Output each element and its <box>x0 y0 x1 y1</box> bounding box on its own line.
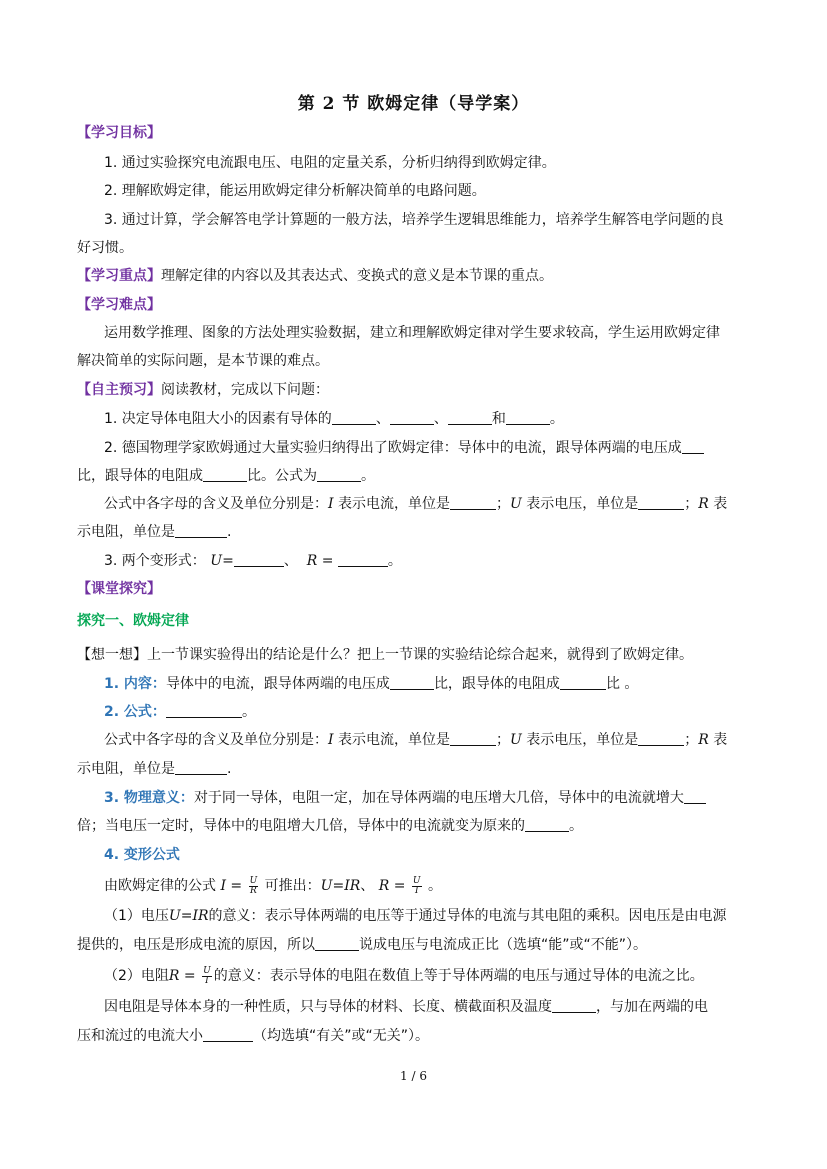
meaning-line2 <box>77 816 583 836</box>
symbol-r: R <box>378 878 390 894</box>
blank[interactable] <box>560 675 606 690</box>
blank[interactable] <box>448 410 492 425</box>
dot: . <box>227 761 232 777</box>
formula-uir: U=IR <box>320 878 361 894</box>
preview-symbols-line1 <box>104 494 727 514</box>
equals: = <box>389 878 410 894</box>
dot: . <box>227 524 232 540</box>
difficulties-line-2: 解决简单的实际问题，是本节课的难点。 <box>77 353 329 369</box>
content-text-c: 比 。 <box>605 676 639 692</box>
separator: 、 <box>433 411 448 427</box>
p2-text-b: 的意义：表示导体的电阻在数值上等于导体两端的电压与通过导体的电流之比。 <box>213 968 704 984</box>
fraction-u-over-r <box>249 877 259 896</box>
equals: = <box>317 553 338 569</box>
blank[interactable] <box>525 817 569 832</box>
separator: 、 <box>360 878 379 894</box>
formula-uir: U=IR <box>168 908 209 924</box>
symbol-i: I <box>328 732 334 748</box>
symbols-intro: 公式中各字母的含义及单位分别是： <box>104 732 328 748</box>
class-symbols-line2 <box>77 759 231 779</box>
symbol-i: I <box>328 496 334 512</box>
objective-item-1: 1. 通过实验探究电流跟电压、电阻的定量关系，分析归纳得到欧姆定律。 <box>104 155 556 171</box>
fraction-denominator: I <box>205 975 209 986</box>
conjunction: 和 <box>491 411 506 427</box>
blank[interactable] <box>175 523 227 538</box>
paragraph-1-line2 <box>77 935 647 955</box>
symbol-u: U <box>509 496 522 512</box>
page-number: 1 / 6 <box>400 1069 427 1083</box>
semicolon: ； <box>495 732 510 748</box>
preview-q2-text-b: 比，跟导体的电阻成 <box>77 468 203 484</box>
key-points-line <box>77 266 553 286</box>
blank[interactable] <box>450 495 496 510</box>
explore-1-title: 探究一、欧姆定律 <box>77 613 189 629</box>
symbol-i-text: 表示电流，单位是 <box>333 496 450 512</box>
blank[interactable] <box>682 439 704 454</box>
paragraph-3-line1 <box>104 997 708 1017</box>
equals: = <box>225 878 247 894</box>
symbol-r: R <box>698 496 709 512</box>
preview-q1-text: 1. 决定导体电阻大小的因素有导体的 <box>104 411 332 427</box>
preview-symbols-line2 <box>77 522 231 542</box>
blank[interactable] <box>234 552 284 567</box>
preview-q2-text: 2. 德国物理学家欧姆通过大量实验归纳得出了欧姆定律：导体中的电流，跟导体两端的电压成 <box>104 440 682 456</box>
blank[interactable] <box>638 731 684 746</box>
preview-header: 【自主预习】 <box>77 382 161 398</box>
p3-text-a: 因电阻是导体本身的一种性质，只与导体的材料、长度、横截面积及温度 <box>104 999 552 1015</box>
difficulties-header: 【学习难点】 <box>77 297 161 313</box>
p1-text-d: 说成电压与电流成正比（选填“能”或“不能”）。 <box>359 937 648 953</box>
semicolon: ； <box>684 732 699 748</box>
fraction-numerator: U <box>203 965 211 976</box>
think-line: 【想一想】上一节课实验得出的结论是什么？把上一节课的实验结论综合起来，就得到了欧姆定律。 <box>77 647 693 663</box>
symbol-i: I <box>220 878 226 894</box>
p3-text-b: ，与加在两端的电 <box>596 999 708 1015</box>
meaning-text-a: 对于同一导体，电阻一定，加在导体两端的电压增大几倍，导体中的电流就增大 <box>193 790 684 806</box>
blank[interactable] <box>332 410 376 425</box>
formula-line <box>104 702 256 722</box>
derive-line <box>104 876 442 896</box>
meaning-label: 3. 物理意义： <box>104 790 194 806</box>
p1-text-a: （1）电压 <box>104 908 169 924</box>
class-symbols-line1 <box>104 730 727 750</box>
preview-q2-line1 <box>104 438 704 458</box>
symbol-r: R <box>698 732 709 748</box>
semicolon: ； <box>684 496 699 512</box>
equals: = <box>222 553 234 569</box>
preview-q2-text-c: 比。公式为 <box>247 468 317 484</box>
objectives-header: 【学习目标】 <box>77 125 161 141</box>
p3-text-d: （均选填“有关”或“无关”）。 <box>253 1028 430 1044</box>
symbol-r: R <box>168 968 180 984</box>
separator: 、 <box>375 411 390 427</box>
classroom-header: 【课堂探究】 <box>77 581 161 597</box>
blank[interactable] <box>166 703 242 718</box>
meaning-line1 <box>104 788 706 808</box>
page-title: 第 2 节 欧姆定律（导学案） <box>297 94 530 114</box>
blank[interactable] <box>684 789 706 804</box>
fraction-denominator: I <box>414 885 419 896</box>
objective-item-3-cont: 好习惯。 <box>77 240 133 256</box>
symbols-intro: 公式中各字母的含义及单位分别是： <box>104 496 328 512</box>
symbol-u-text: 表示电压，单位是 <box>521 732 639 748</box>
blank[interactable] <box>506 410 550 425</box>
blank[interactable] <box>317 467 361 482</box>
period: 。 <box>569 818 583 834</box>
symbol-r-text: 表 <box>708 496 728 512</box>
transform-label: 4. 变形公式 <box>104 847 180 863</box>
derive-text-b: 可推出： <box>260 878 321 894</box>
p2-text-a: （2）电阻 <box>104 968 169 984</box>
preview-intro: 阅读教材，完成以下问题： <box>161 382 329 398</box>
content-label: 1. 内容： <box>104 676 166 692</box>
blank[interactable] <box>203 467 247 482</box>
paragraph-2-line <box>104 966 704 986</box>
fraction-numerator: U <box>249 875 258 886</box>
equals: = <box>179 968 201 984</box>
paragraph-1-line1 <box>104 906 727 926</box>
fraction-numerator: U <box>412 875 421 886</box>
symbol-r: R <box>306 553 318 569</box>
symbol-r-text: 表 <box>708 732 728 748</box>
period: 。 <box>549 411 564 427</box>
preview-q3 <box>104 551 402 571</box>
separator: 、 <box>283 553 298 569</box>
preview-q1 <box>104 409 564 429</box>
symbols-unit-text: 示电阻，单位是 <box>77 524 175 540</box>
blank[interactable] <box>638 495 684 510</box>
blank[interactable] <box>315 936 359 951</box>
difficulties-line-1: 运用数学推理、图象的方法处理实验数据，建立和理解欧姆定律对学生要求较高，学生运用欧姆定律 <box>104 325 720 341</box>
semicolon: ； <box>495 496 510 512</box>
meaning-text-b: 倍；当电压一定时，导体中的电阻增大几倍，导体中的电流就变为原来的 <box>77 818 525 834</box>
symbol-u: U <box>210 553 223 569</box>
content-text-a: 导体中的电流，跟导体两端的电压成 <box>165 676 390 692</box>
symbols-unit-text: 示电阻，单位是 <box>77 761 175 777</box>
period: 。 <box>241 704 256 720</box>
fraction-denominator: R <box>250 885 257 896</box>
blank[interactable] <box>338 552 388 567</box>
p1-text-c: 提供的，电压是形成电流的原因，所以 <box>77 937 315 953</box>
blank[interactable] <box>390 410 434 425</box>
p3-text-c: 压和流过的电流大小 <box>77 1028 203 1044</box>
objective-item-2: 2. 理解欧姆定律，能运用欧姆定律分析解决简单的电路问题。 <box>104 183 486 199</box>
period: 。 <box>361 468 375 484</box>
derive-text-a: 由欧姆定律的公式 <box>104 878 221 894</box>
blank[interactable] <box>390 675 434 690</box>
preview-line <box>77 380 329 400</box>
fraction-u-over-i <box>412 877 422 896</box>
symbol-i-text: 表示电流，单位是 <box>333 732 450 748</box>
key-points-text: 理解定律的内容以及其表达式、变换式的意义是本节课的重点。 <box>161 268 553 284</box>
formula-label: 2. 公式： <box>104 704 166 720</box>
paragraph-3-line2 <box>77 1026 429 1046</box>
objective-item-3: 3. 通过计算，学会解答电学计算题的一般方法，培养学生逻辑思维能力，培养学生解答电学问题的良 <box>104 212 724 228</box>
blank[interactable] <box>450 731 496 746</box>
fraction-u-over-i <box>202 967 212 986</box>
period: 。 <box>387 553 402 569</box>
content-text-b: 比，跟导体的电阻成 <box>433 676 560 692</box>
blank[interactable] <box>175 760 227 775</box>
period: 。 <box>423 878 442 894</box>
symbol-u: U <box>509 732 522 748</box>
blank[interactable] <box>552 998 596 1013</box>
content-line <box>104 674 638 694</box>
p1-text-b: 的意义：表示导体两端的电压等于通过导体的电流与其电阻的乘积。因电压是由电源 <box>208 908 727 924</box>
key-points-header: 【学习重点】 <box>77 268 161 284</box>
symbol-u-text: 表示电压，单位是 <box>521 496 639 512</box>
preview-q2-line2 <box>77 466 375 486</box>
blank[interactable] <box>203 1027 253 1042</box>
preview-q3-text: 3. 两个变形式： <box>104 553 206 569</box>
